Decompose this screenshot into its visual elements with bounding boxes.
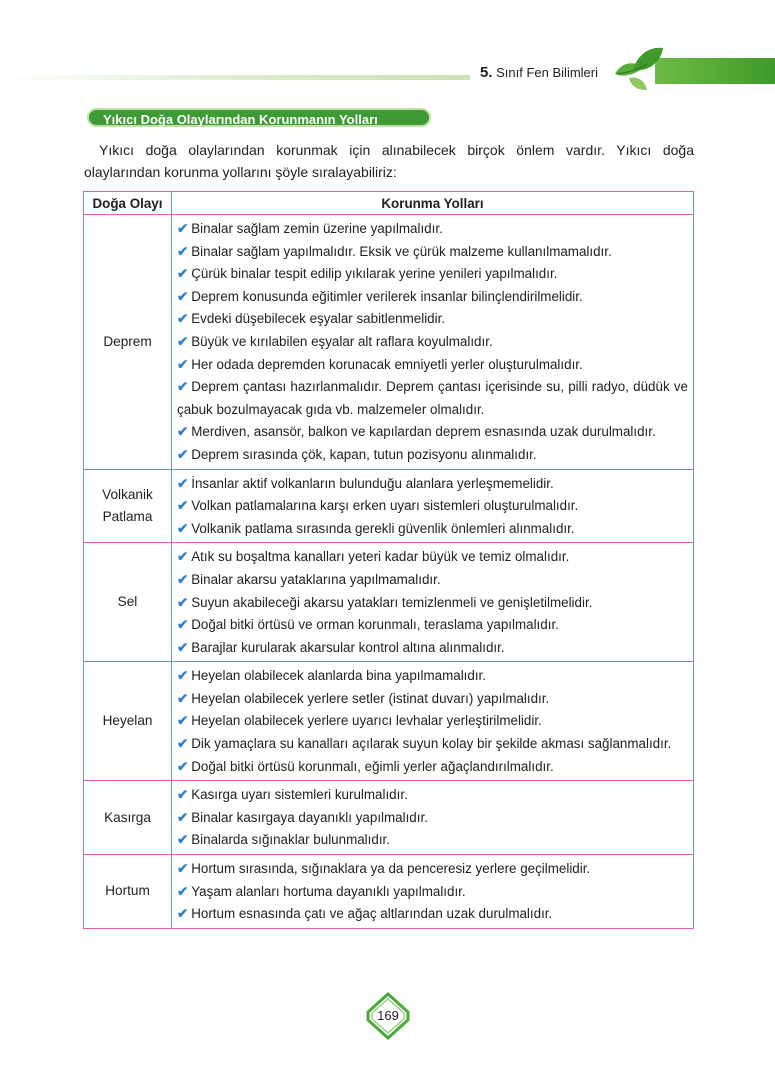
- measure-item: [177, 756, 688, 779]
- measure-item: [177, 903, 688, 926]
- measure-text: Büyük ve kırılabilen eşyalar alt raflara koyulmalıdır.: [191, 333, 493, 349]
- measure-item: [177, 473, 688, 496]
- event-cell: Sel: [84, 543, 172, 662]
- measure-text: Heyelan olabilecek yerlere uyarıcı levhalar yerleştirilmelidir.: [191, 713, 542, 729]
- table-row: [84, 662, 694, 781]
- checkmark-icon: ✔: [177, 446, 189, 462]
- measure-item: [177, 518, 688, 541]
- checkmark-icon: ✔: [177, 498, 189, 514]
- header-rule: [0, 75, 470, 80]
- measures-cell: [172, 543, 694, 662]
- event-cell: Volkanik Patlama: [84, 469, 172, 543]
- checkmark-icon: ✔: [177, 639, 189, 655]
- measure-item: [177, 376, 688, 421]
- measure-item: [177, 858, 688, 881]
- measure-item: [177, 495, 688, 518]
- measure-item: [177, 331, 688, 354]
- measure-item: [177, 241, 688, 264]
- table-header-row: [84, 192, 694, 215]
- checkmark-icon: ✔: [177, 333, 189, 349]
- measures-cell: [172, 662, 694, 781]
- event-cell: Hortum: [84, 855, 172, 929]
- checkmark-icon: ✔: [177, 787, 189, 803]
- measure-text: Her odada depremden korunacak emniyetli yerler oluşturulmalıdır.: [191, 356, 583, 372]
- measure-item: [177, 218, 688, 241]
- table-row: [84, 543, 694, 662]
- measure-text: Hortum esnasında çatı ve ağaç altlarından uzak durulmalıdır.: [191, 906, 553, 922]
- measure-item: [177, 665, 688, 688]
- measure-text: Binalarda sığınaklar bulunmalıdır.: [191, 832, 390, 848]
- measure-text: Binalar sağlam zemin üzerine yapılmalıdır.: [191, 221, 443, 236]
- measure-text: Evdeki düşebilecek eşyalar sabitlenmelidir.: [191, 311, 446, 327]
- checkmark-icon: ✔: [177, 520, 189, 536]
- checkmark-icon: ✔: [177, 883, 189, 899]
- checkmark-icon: ✔: [177, 379, 189, 395]
- measure-item: [177, 569, 688, 592]
- running-header: [480, 64, 598, 81]
- measures-cell: [172, 781, 694, 855]
- measure-text: Volkanik patlama sırasında gerekli güvenlik önlemleri alınmalıdır.: [191, 520, 575, 536]
- checkmark-icon: ✔: [177, 571, 189, 587]
- chapter-number: 5.: [480, 64, 493, 81]
- measure-item: [177, 592, 688, 615]
- checkmark-icon: ✔: [177, 549, 189, 565]
- measure-item: [177, 784, 688, 807]
- page-number: 169: [377, 1008, 399, 1023]
- checkmark-icon: ✔: [177, 424, 189, 440]
- measure-text: Suyun akabileceği akarsu yatakları temizlenmeli ve genişletilmelidir.: [191, 594, 593, 610]
- measure-item: [177, 881, 688, 904]
- measures-cell: [172, 469, 694, 543]
- intro-paragraph: Yıkıcı doğa olaylarından korunmak için alınabilecek birçok önlem vardır. Yıkıcı doğa olaylarından korunma yollarını şöyle sıralayabiliriz:: [84, 142, 694, 180]
- checkmark-icon: ✔: [177, 221, 189, 236]
- measure-text: Yaşam alanları hortuma dayanıklı yapılmalıdır.: [191, 883, 466, 899]
- measure-item: [177, 807, 688, 830]
- measure-item: [177, 829, 688, 852]
- checkmark-icon: ✔: [177, 594, 189, 610]
- event-cell: Kasırga: [84, 781, 172, 855]
- checkmark-icon: ✔: [177, 266, 189, 282]
- measure-item: [177, 546, 688, 569]
- event-cell: Heyelan: [84, 662, 172, 781]
- measure-item: [177, 733, 688, 756]
- checkmark-icon: ✔: [177, 832, 189, 848]
- measures-cell: [172, 855, 694, 929]
- leaf-icon: [607, 44, 669, 92]
- measure-item: [177, 614, 688, 637]
- protection-table: [83, 191, 694, 929]
- checkmark-icon: ✔: [177, 288, 189, 304]
- measure-item: [177, 444, 688, 467]
- measure-text: Binalar sağlam yapılmalıdır. Eksik ve çürük malzeme kullanılmamalıdır.: [191, 243, 612, 259]
- section-heading: [87, 106, 437, 130]
- page-number-badge: [364, 992, 412, 1040]
- measure-item: [177, 308, 688, 331]
- measure-text: Çürük binalar tespit edilip yıkılarak yerine yenileri yapılmalıdır.: [191, 266, 558, 282]
- measure-text: Deprem sırasında çök, kapan, tutun pozisyonu alınmalıdır.: [191, 446, 537, 462]
- subject-title: Sınıf Fen Bilimleri: [496, 65, 599, 80]
- measure-text: Doğal bitki örtüsü korunmalı, eğimli yerler ağaçlandırılmalıdır.: [191, 758, 554, 774]
- measure-item: [177, 710, 688, 733]
- checkmark-icon: ✔: [177, 617, 189, 633]
- event-cell: Deprem: [84, 215, 172, 470]
- measure-text: Deprem çantası hazırlanmalıdır. Deprem çantası içerisinde su, pilli radyo, düdük ve çabuk bozulmayacak gıda vb. malzemeler olmalıdır.: [177, 379, 688, 417]
- checkmark-icon: ✔: [177, 356, 189, 372]
- measure-text: Volkan patlamalarına karşı erken uyarı sistemleri oluşturulmalıdır.: [191, 498, 579, 514]
- measure-item: [177, 263, 688, 286]
- measure-text: Atık su boşaltma kanalları yeteri kadar büyük ve temiz olmalıdır.: [191, 549, 570, 565]
- checkmark-icon: ✔: [177, 736, 189, 752]
- checkmark-icon: ✔: [177, 475, 189, 491]
- section-heading-label: Yıkıcı Doğa Olaylarından Korunmanın Yolları: [87, 108, 431, 127]
- measure-text: Doğal bitki örtüsü ve orman korunmalı, teraslama yapılmalıdır.: [191, 617, 559, 633]
- checkmark-icon: ✔: [177, 861, 189, 877]
- measure-text: Binalar akarsu yataklarına yapılmamalıdır.: [191, 571, 441, 587]
- header-measures: Korunma Yolları: [172, 192, 694, 215]
- measure-item: [177, 688, 688, 711]
- measures-cell: [172, 215, 694, 470]
- measure-text: Heyelan olabilecek yerlere setler (istinat duvarı) yapılmalıdır.: [191, 690, 550, 706]
- measure-item: [177, 637, 688, 660]
- measure-text: Merdiven, asansör, balkon ve kapılardan deprem esnasında uzak durulmalıdır.: [191, 424, 656, 440]
- measure-text: Dik yamaçlara su kanalları açılarak suyun kolay bir şekilde akması sağlanmalıdır.: [191, 736, 672, 752]
- measure-item: [177, 354, 688, 377]
- table-row: [84, 855, 694, 929]
- checkmark-icon: ✔: [177, 311, 189, 327]
- measure-text: İnsanlar aktif volkanların bulunduğu alanlara yerleşmemelidir.: [191, 475, 554, 491]
- table-row: [84, 781, 694, 855]
- measure-item: [177, 286, 688, 309]
- measure-text: Deprem konusunda eğitimler verilerek insanlar bilinçlendirilmelidir.: [191, 288, 583, 304]
- measure-item: [177, 421, 688, 444]
- checkmark-icon: ✔: [177, 906, 189, 922]
- measure-text: Heyelan olabilecek alanlarda bina yapılmamalıdır.: [191, 668, 486, 684]
- header-green-bar: [655, 58, 775, 84]
- checkmark-icon: ✔: [177, 758, 189, 774]
- checkmark-icon: ✔: [177, 809, 189, 825]
- measure-text: Kasırga uyarı sistemleri kurulmalıdır.: [191, 787, 408, 803]
- header-event: Doğa Olayı: [84, 192, 172, 215]
- checkmark-icon: ✔: [177, 243, 189, 259]
- checkmark-icon: ✔: [177, 713, 189, 729]
- checkmark-icon: ✔: [177, 690, 189, 706]
- table-row: [84, 215, 694, 470]
- checkmark-icon: ✔: [177, 668, 189, 684]
- measure-text: Binalar kasırgaya dayanıklı yapılmalıdır.: [191, 809, 428, 825]
- measure-text: Barajlar kurularak akarsular kontrol altına alınmalıdır.: [191, 639, 505, 655]
- table-row: [84, 469, 694, 543]
- measure-text: Hortum sırasında, sığınaklara ya da penceresiz yerlere geçilmelidir.: [191, 861, 591, 877]
